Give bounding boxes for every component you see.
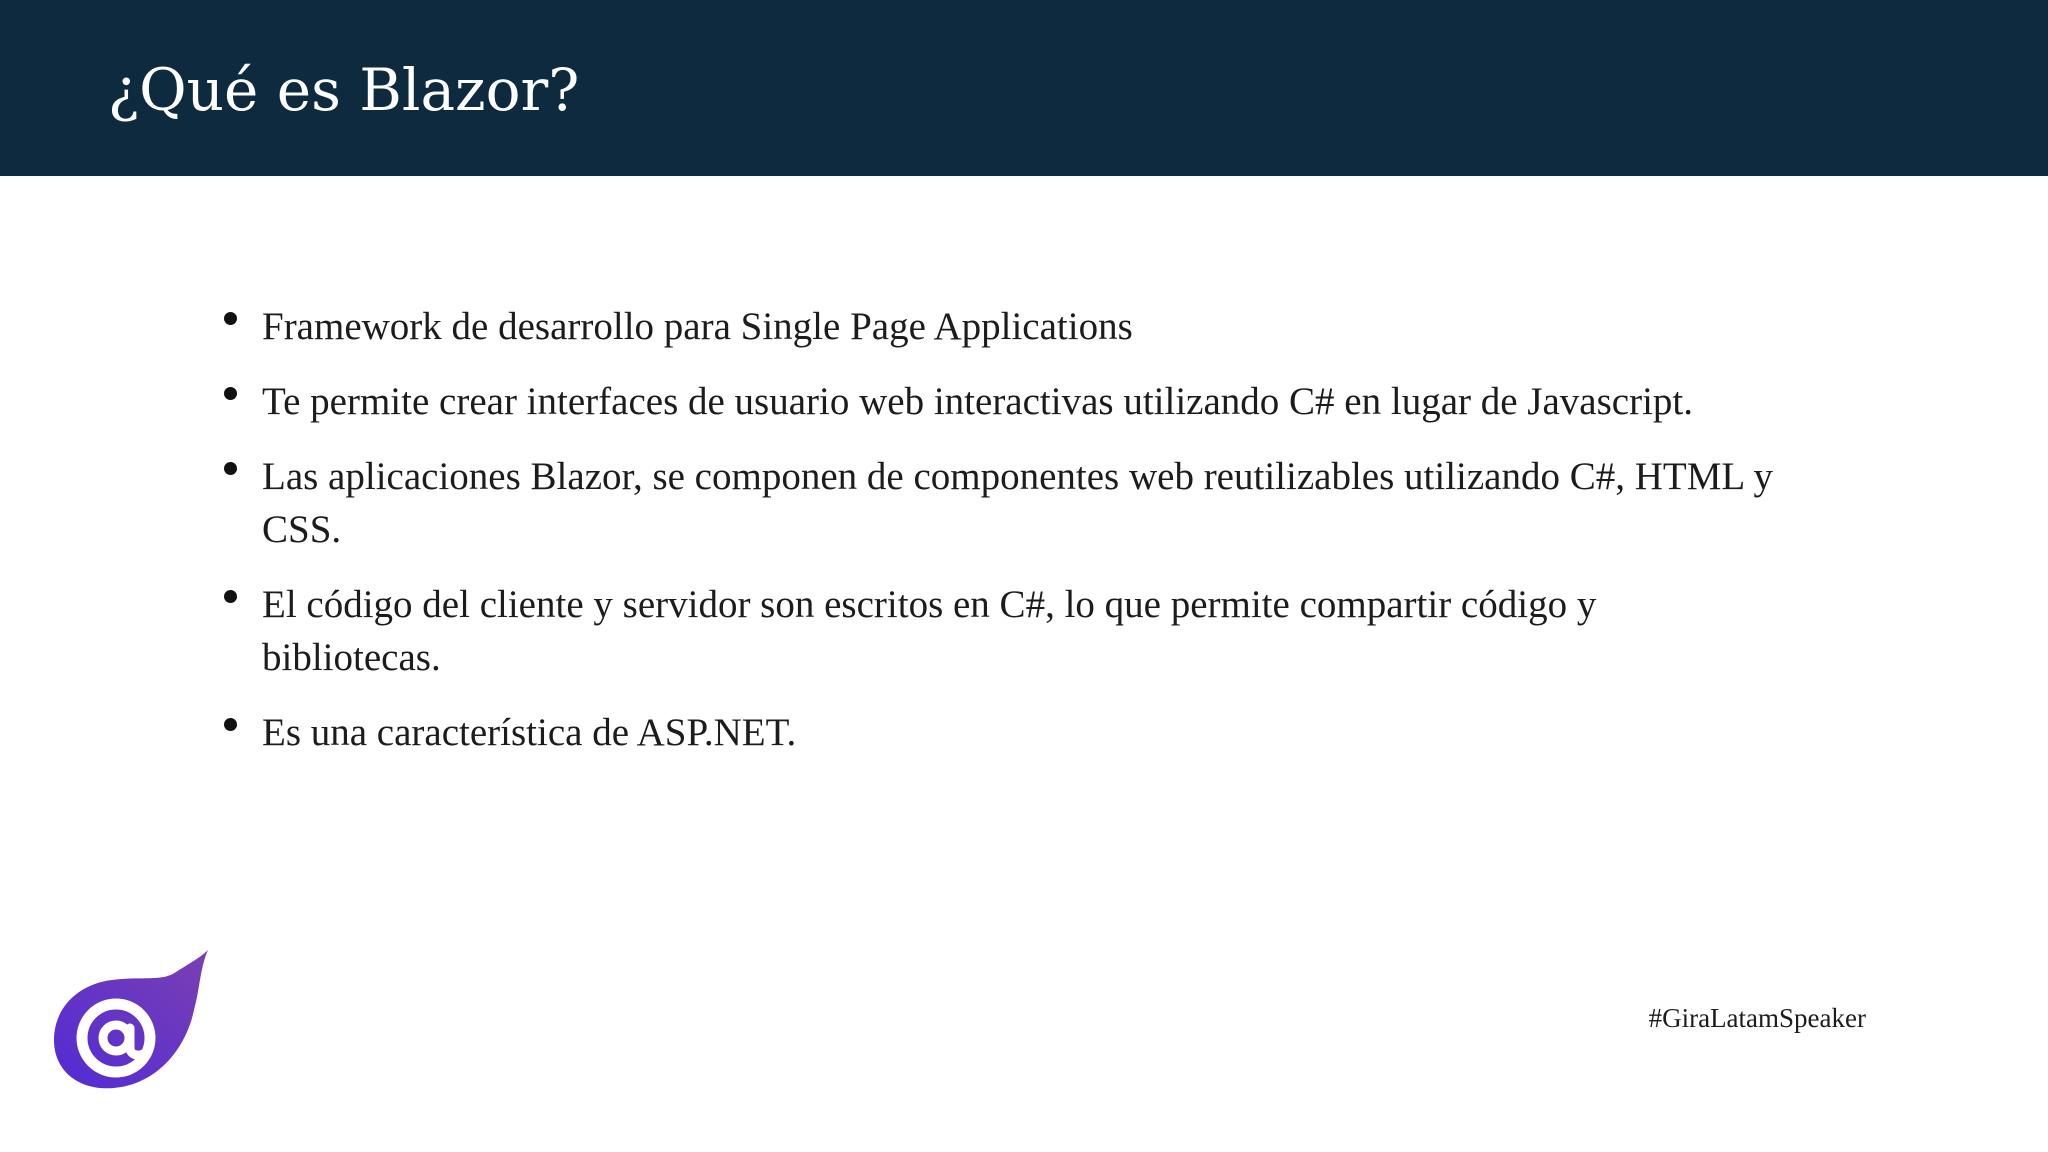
bullet-text: Es una característica de ASP.NET. xyxy=(262,711,797,754)
bullet-item xyxy=(224,375,1784,428)
bullet-dot-icon xyxy=(224,387,237,400)
bullet-item xyxy=(224,450,1784,556)
bullet-dot-icon xyxy=(224,718,237,731)
bullet-item xyxy=(224,578,1784,684)
bullet-dot-icon xyxy=(224,312,237,325)
bullet-dot-icon xyxy=(224,462,237,475)
bullet-item xyxy=(224,300,1784,353)
bullet-text: Te permite crear interfaces de usuario web interactivas utilizando C# en lugar de Javascript. xyxy=(262,380,1694,423)
bullet-text: El código del cliente y servidor son escritos en C#, lo que permite compartir código y bibliotecas. xyxy=(262,583,1597,679)
hashtag-label: #GiraLatamSpeaker xyxy=(1648,1003,1866,1033)
slide-title: ¿Qué es Blazor? xyxy=(108,56,580,124)
bullet-text: Las aplicaciones Blazor, se componen de componentes web reutilizables utilizando C#, HTML y CSS. xyxy=(262,455,1774,551)
bullet-item xyxy=(224,706,1784,759)
title-bar xyxy=(0,0,2048,176)
bullet-text: Framework de desarrollo para Single Page Applications xyxy=(262,305,1133,348)
blazor-logo-icon xyxy=(50,948,212,1096)
bullet-list xyxy=(224,300,1784,781)
bullet-dot-icon xyxy=(224,590,237,603)
